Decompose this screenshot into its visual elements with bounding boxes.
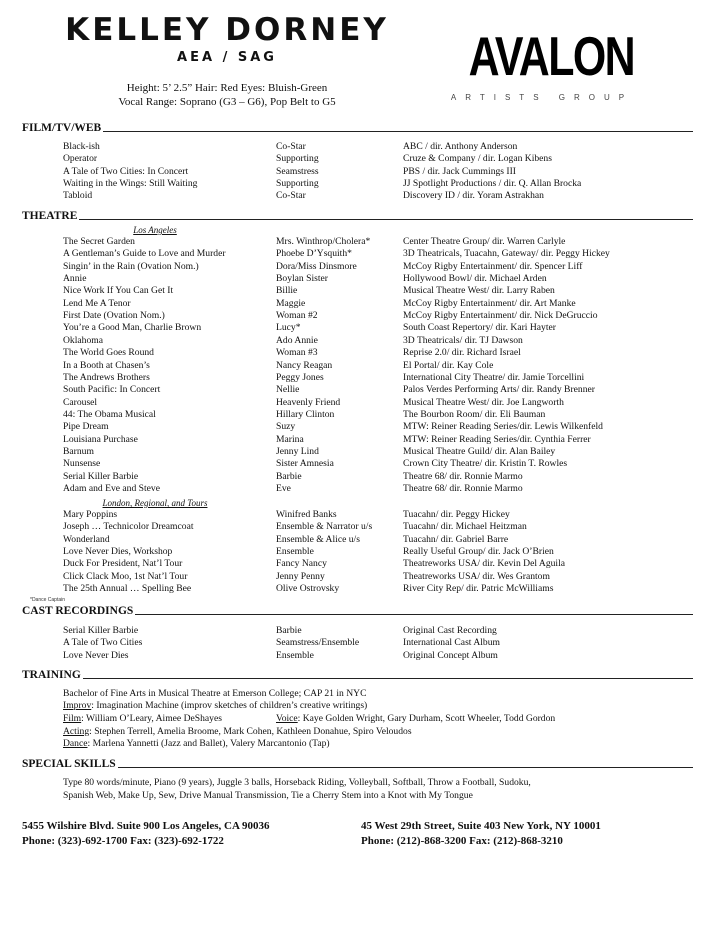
credit-title: Barnum: [63, 445, 94, 457]
credit-role: Supporting: [276, 153, 319, 165]
training-improv: [63, 700, 693, 712]
credit-title: Adam and Eve and Steve: [63, 483, 160, 494]
credit-title: Duck For President, Nat’l Tour: [63, 558, 183, 570]
credit-company: PBS / dir. Jack Cummings III: [403, 165, 516, 177]
credit-row: [0, 583, 721, 595]
credit-title: Black-ish: [63, 141, 100, 152]
credit-row: [0, 650, 721, 662]
credit-role: Jenny Lind: [276, 445, 319, 457]
skills-line-1: Type 80 words/minute, Piano (9 years), Juggle 3 balls, Horseback Riding, Volleyball, Softball, Throw a Football, Sudoku,: [63, 777, 531, 788]
credit-role: Boylan Sister: [276, 273, 328, 285]
credit-row: [0, 471, 721, 483]
credit-row: [0, 236, 721, 248]
credit-company: Original Cast Recording: [403, 625, 497, 636]
union-affiliations: AEA / SAG: [177, 50, 277, 65]
skills-line-2: Spanish Web, Make Up, Sew, Drive Manual Transmission, Tie a Cherry Stem into a Knot with My Tongue: [63, 790, 473, 801]
credit-row: [0, 421, 721, 433]
credit-role: Nancy Reagan: [276, 359, 333, 371]
credit-row: [0, 178, 721, 190]
credit-title: Joseph … Technicolor Dreamcoat: [63, 521, 194, 533]
credit-row: [0, 335, 721, 347]
credit-company: River City Rep/ dir. Patric McWilliams: [403, 583, 554, 595]
agency-logo-word: AVALON: [468, 25, 635, 87]
credit-company: Tuacahn/ dir. Michael Heitzman: [403, 521, 527, 533]
section-title-theatre: THEATRE: [22, 210, 78, 222]
credit-company: 3D Theatricals/ dir. TJ Dawson: [403, 334, 523, 346]
credit-row: [0, 384, 721, 396]
credit-company: International City Theatre/ dir. Jamie Torcellini: [403, 371, 585, 383]
credit-company: Hollywood Bowl/ dir. Michael Arden: [403, 273, 547, 285]
credit-title: The 25th Annual … Spelling Bee: [63, 583, 192, 595]
section-title-film: FILM/TV/WEB: [22, 122, 102, 134]
credit-role: Supporting: [276, 178, 319, 190]
text-film: : William O’Leary, Aimee DeShayes: [81, 713, 222, 724]
credit-role: Eve: [276, 483, 291, 494]
section-skills: [22, 757, 693, 771]
credit-company: ABC / dir. Anthony Anderson: [403, 141, 518, 152]
credit-role: Phoebe D’Ysquith*: [276, 248, 352, 260]
credit-title: Nunsense: [63, 458, 101, 470]
actor-name: KELLEY DORNEY: [65, 12, 389, 48]
credit-title: Lend Me A Tenor: [63, 297, 131, 309]
text-dance: : Marlena Yannetti (Jazz and Ballet), Valery Marcantonio (Tap): [87, 738, 330, 749]
credit-role: Nellie: [276, 384, 300, 396]
credit-title: Nice Work If You Can Get It: [63, 285, 174, 297]
text-acting: : Stephen Terrell, Amelia Broome, Mark Cohen, Kathleen Donahue, Spiro Veloudos: [89, 726, 412, 737]
credit-role: Ado Annie: [276, 334, 318, 346]
credit-title: You’re a Good Man, Charlie Brown: [63, 322, 202, 334]
credit-row: [0, 248, 721, 260]
credit-role: Ensemble: [276, 649, 314, 661]
label-dance: Dance: [63, 738, 88, 749]
ny-phone: Phone: (212)-868-3200 Fax: (212)-868-3210: [361, 835, 563, 847]
section-title-skills: SPECIAL SKILLS: [22, 758, 116, 770]
credit-company: McCoy Rigby Entertainment/ dir. Art Manke: [403, 297, 576, 309]
credit-role: Ensemble & Alice u/s: [276, 533, 360, 545]
credit-title: 44: The Obama Musical: [63, 408, 156, 420]
credit-company: McCoy Rigby Entertainment/ dir. Nick DeGruccio: [403, 310, 598, 322]
training-film-voice: [63, 713, 693, 725]
credit-role: Mrs. Winthrop/Cholera*: [276, 236, 371, 247]
section-title-training: TRAINING: [22, 669, 81, 681]
credit-row: [0, 509, 721, 521]
credit-role: Dora/Miss Dinsmore: [276, 260, 357, 272]
credit-row: [0, 153, 721, 165]
credit-company: Tuacahn/ dir. Gabriel Barre: [403, 533, 509, 545]
credit-role: Winifred Banks: [276, 509, 337, 520]
credit-role: Peggy Jones: [276, 371, 324, 383]
la-address: 5455 Wilshire Blvd. Suite 900 Los Angeles, CA 90036: [22, 820, 270, 832]
credit-title: Wonderland: [63, 533, 110, 545]
credit-row: [0, 285, 721, 297]
credit-company: The Bourbon Room/ dir. Eli Bauman: [403, 408, 546, 420]
credit-role: Barbie: [276, 470, 302, 482]
credit-row: [0, 625, 721, 637]
label-improv: Improv: [63, 700, 92, 711]
credit-role: Heavenly Friend: [276, 396, 341, 408]
credit-row: [0, 273, 721, 285]
credit-company: McCoy Rigby Entertainment/ dir. Spencer Liff: [403, 260, 583, 272]
credit-title: South Pacific: In Concert: [63, 384, 161, 396]
credit-company: Tuacahn/ dir. Peggy Hickey: [403, 509, 510, 520]
credit-company: Musical Theatre West/ dir. Larry Raben: [403, 285, 555, 297]
credit-title: Click Clack Moo, 1st Nat’l Tour: [63, 570, 188, 582]
section-cast: [22, 604, 693, 618]
credit-title: The World Goes Round: [63, 347, 154, 359]
credit-row: [0, 310, 721, 322]
credit-role: Hillary Clinton: [276, 408, 335, 420]
section-theatre: [22, 209, 693, 223]
section-rule: [103, 131, 693, 132]
credit-company: Musical Theatre West/ dir. Joe Langworth: [403, 396, 564, 408]
training-acting: [63, 726, 693, 738]
dance-captain-note: *Dance Captain: [30, 597, 66, 603]
credit-role: Jenny Penny: [276, 570, 325, 582]
credit-title: Serial Killer Barbie: [63, 625, 139, 636]
training-degree: Bachelor of Fine Arts in Musical Theatre at Emerson College; CAP 21 in NYC: [63, 688, 367, 699]
la-phone: Phone: (323)-692-1700 Fax: (323)-692-1722: [22, 835, 224, 847]
credit-title: Love Never Dies: [63, 649, 129, 661]
label-voice: Voice: [276, 713, 298, 724]
credit-title: Singin’ in the Rain (Ovation Nom.): [63, 260, 199, 272]
credit-row: [0, 347, 721, 359]
credit-company: Really Useful Group/ dir. Jack O’Brien: [403, 546, 554, 558]
credit-title: Serial Killer Barbie: [63, 470, 139, 482]
ny-address: 45 West 29th Street, Suite 403 New York, NY 10001: [361, 820, 601, 832]
credit-row: [0, 322, 721, 334]
credit-company: MTW: Reiner Reading Series/dir. Cynthia Ferrer: [403, 433, 591, 445]
credit-row: [0, 166, 721, 178]
credit-company: Theatreworks USA/ dir. Wes Grantom: [403, 570, 550, 582]
credit-row: [0, 446, 721, 458]
voice-group: [276, 713, 555, 725]
credit-role: Ensemble & Narrator u/s: [276, 521, 373, 533]
physical-stats: Height: 5’ 2.5” Hair: Red Eyes: Bluish-Green: [126, 82, 328, 94]
credit-title: A Tale of Two Cities: [63, 637, 143, 649]
credit-row: [0, 360, 721, 372]
credit-role: Seamstress/Ensemble: [276, 637, 360, 649]
section-training: [22, 668, 693, 682]
label-acting: Acting: [63, 726, 90, 737]
credit-row: [0, 558, 721, 570]
credit-role: Woman #2: [276, 310, 318, 322]
credit-title: First Date (Ovation Nom.): [63, 310, 165, 322]
credit-title: A Gentleman’s Guide to Love and Murder: [63, 248, 226, 260]
credit-row: [0, 372, 721, 384]
credit-title: In a Booth at Chasen’s: [63, 359, 150, 371]
credit-company: International Cast Album: [403, 637, 500, 649]
section-rule: [135, 614, 693, 615]
vocal-range: Vocal Range: Soprano (G3 – G6), Pop Belt to G5: [118, 96, 336, 108]
credit-role: Lucy*: [276, 322, 301, 334]
credit-role: Co-Star: [276, 141, 306, 152]
credit-company: South Coast Repertory/ dir. Kari Hayter: [403, 322, 556, 334]
credit-company: Reprise 2.0/ dir. Richard Israel: [403, 347, 521, 359]
credit-role: Sister Amnesia: [276, 458, 334, 470]
credit-title: Love Never Dies, Workshop: [63, 546, 173, 558]
credit-title: Operator: [63, 153, 98, 165]
agency-logo-sub: ARTISTS GROUP: [450, 93, 634, 102]
credit-row: [0, 637, 721, 649]
credit-role: Fancy Nancy: [276, 558, 327, 570]
subheading-regional: London, Regional, and Tours: [102, 498, 208, 508]
credit-title: Mary Poppins: [63, 509, 118, 520]
agency-logo: [448, 26, 636, 112]
credit-role: Suzy: [276, 421, 296, 433]
credit-row: [0, 483, 721, 495]
credit-title: Tabloid: [63, 190, 93, 202]
credit-row: [0, 141, 721, 153]
credit-title: Waiting in the Wings: Still Waiting: [63, 178, 198, 190]
credit-role: Marina: [276, 433, 304, 445]
credit-row: [0, 458, 721, 470]
credit-role: Barbie: [276, 625, 302, 636]
section-rule: [83, 678, 693, 679]
credit-role: Billie: [276, 285, 298, 297]
credit-title: The Secret Garden: [63, 236, 135, 247]
credit-role: Woman #3: [276, 347, 318, 359]
credit-row: [0, 298, 721, 310]
credit-title: Carousel: [63, 396, 98, 408]
credit-role: Maggie: [276, 297, 306, 309]
credit-row: [0, 571, 721, 583]
credit-company: Musical Theatre Guild/ dir. Alan Bailey: [403, 445, 556, 457]
credit-company: 3D Theatricals, Tuacahn, Gateway/ dir. Peggy Hickey: [403, 248, 610, 260]
credit-row: [0, 434, 721, 446]
credit-row: [0, 261, 721, 273]
credit-title: Louisiana Purchase: [63, 433, 138, 445]
text-voice: : Kaye Golden Wright, Gary Durham, Scott Wheeler, Todd Gordon: [297, 713, 556, 724]
section-title-cast: CAST RECORDINGS: [22, 605, 134, 617]
credit-company: MTW: Reiner Reading Series/dir. Lewis Wilkenfeld: [403, 421, 603, 433]
section-rule: [118, 767, 693, 768]
credit-company: Discovery ID / dir. Yoram Astrakhan: [403, 190, 544, 202]
credit-company: Crown City Theatre/ dir. Kristin T. Rowles: [403, 458, 568, 470]
training-dance: [63, 738, 693, 750]
credit-title: The Andrews Brothers: [63, 371, 150, 383]
credit-company: Palos Verdes Performing Arts/ dir. Randy Brenner: [403, 384, 595, 396]
credit-title: Pipe Dream: [63, 421, 109, 433]
credit-company: JJ Spotlight Productions / dir. Q. Allan Brocka: [403, 178, 582, 190]
label-film: Film: [63, 713, 82, 724]
credit-company: Theatre 68/ dir. Ronnie Marmo: [403, 470, 523, 482]
credit-row: [0, 409, 721, 421]
credit-role: Olive Ostrovsky: [276, 583, 340, 595]
credit-company: Theatreworks USA/ dir. Kevin Del Aguila: [403, 558, 565, 570]
credit-role: Co-Star: [276, 190, 306, 202]
credit-row: [0, 397, 721, 409]
credit-role: Ensemble: [276, 546, 314, 558]
credit-title: A Tale of Two Cities: In Concert: [63, 165, 189, 177]
text-improv: : Imagination Machine (improv sketches of children’s creative writings): [91, 700, 368, 711]
section-rule: [79, 219, 693, 220]
credit-company: El Portal/ dir. Kay Cole: [403, 359, 494, 371]
credit-company: Center Theatre Group/ dir. Warren Carlyle: [403, 236, 566, 247]
credit-row: [0, 521, 721, 533]
credit-row: [0, 534, 721, 546]
credit-role: Seamstress: [276, 165, 319, 177]
section-film: [22, 121, 693, 135]
subheading-los-angeles: Los Angeles: [133, 225, 177, 235]
credit-title: Oklahoma: [63, 334, 103, 346]
credit-row: [0, 546, 721, 558]
credit-company: Original Concept Album: [403, 649, 498, 661]
credit-title: Annie: [63, 273, 87, 285]
credit-row: [0, 190, 721, 202]
credit-company: Cruze & Company / dir. Logan Kibens: [403, 153, 552, 165]
credit-company: Theatre 68/ dir. Ronnie Marmo: [403, 483, 523, 494]
